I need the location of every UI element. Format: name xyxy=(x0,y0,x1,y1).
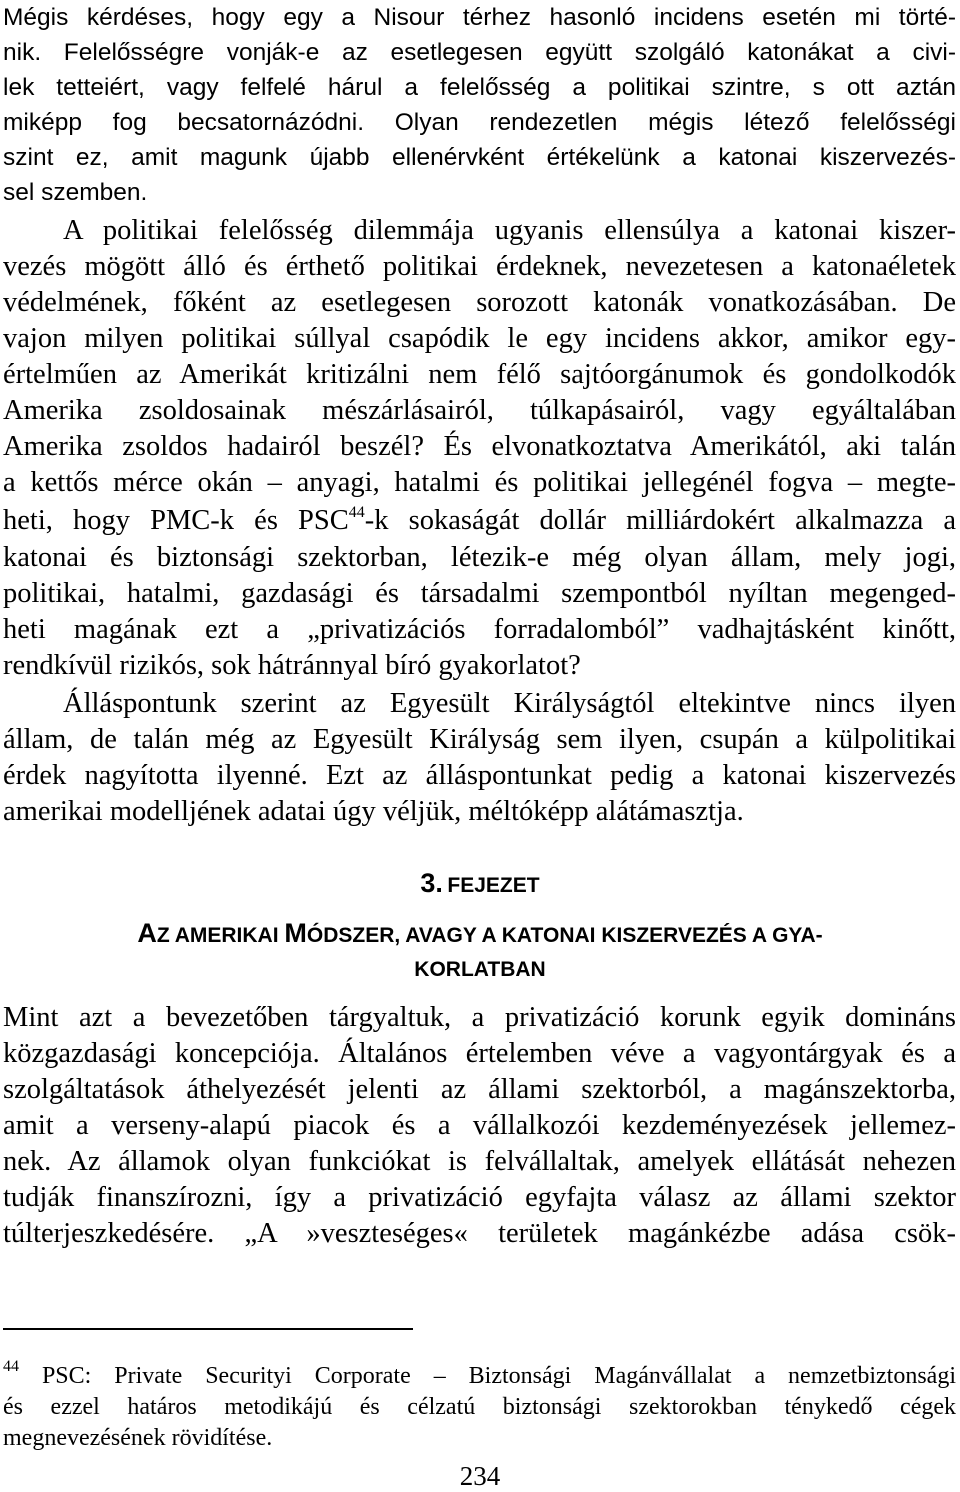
body-line: heti magának ezt a „privatizációs forradalomból” vadhajtásként kinőtt, xyxy=(3,614,956,645)
body-line: lek tetteiért, vagy felfelé hárul a felelősség a politikai szintre, s ott aztán xyxy=(3,74,956,101)
body-line: közgazdasági koncepciója. Általános értelemben véve a vagyontárgyak és a xyxy=(3,1038,956,1069)
body-line: Mégis kérdéses, hogy egy a Nisour térhez hasonló incidens esetén mi törté- xyxy=(3,4,956,31)
chapter-number-heading xyxy=(0,868,960,899)
body-line: katonai és biztonsági szektorban, létezik-e még olyan állam, mely jogi, xyxy=(3,542,956,573)
body-line: sel szemben. xyxy=(3,179,148,206)
body-line: miképp fog becsatornázódni. Olyan rendezetlen mégis létező felelősségi xyxy=(3,109,956,136)
body-line: vezés mögött álló és érthető politikai érdeknek, nevezetesen a katonaéletek xyxy=(3,251,956,282)
body-line: tudják finanszírozni, így a privatizáció egyfajta válasz az állami szektor xyxy=(3,1182,956,1213)
body-line: értelműen az Amerikát kritizálni nem félő sajtóorgánumok és gondolkodók xyxy=(3,359,956,390)
text-segment: heti, hogy PMC-k és PSC xyxy=(3,505,349,536)
body-line: politikai, hatalmi, gazdasági és társadalmi szempontból nyíltan megenged- xyxy=(3,578,956,609)
paragraph-first-line: Álláspontunk szerint az Egyesült Királyságtól eltekintve nincs ilyen xyxy=(63,688,956,719)
title-smallcaps: Z AMERIKAI xyxy=(156,924,285,947)
body-line: védelmének, főként az esetlegesen sorozott katonák vonatkozásában. De xyxy=(3,287,956,318)
title-smallcaps: ÓDSZER, AVAGY A KATONAI KISZERVEZÉS A GYA- xyxy=(306,924,823,947)
footnote-text: PSC: Private Securityi Corporate – Biztonsági Magánvállalat a nemzetbiztonsági xyxy=(41,1363,956,1389)
footnote-divider xyxy=(3,1328,413,1330)
title-initial: A xyxy=(137,918,157,948)
body-line: Amerika zsoldos hadairól beszél? És elvonatkoztatva Amerikától, aki talán xyxy=(3,431,956,462)
footnote-reference: 44 xyxy=(348,504,365,521)
body-line: túlterjeszkedésére. „A »veszteséges« területek magánkézbe adása csök- xyxy=(3,1218,956,1249)
body-line: amit a verseny-alapú piacok és a vállalkozói kezdeményezések jellemez- xyxy=(3,1110,956,1141)
body-line: állam, de talán még az Egyesült Királyság sem ilyen, csupán a külpolitikai xyxy=(3,724,956,755)
body-line: Amerika zsoldosainak mészárlásairól, túlkapásairól, vagy egyáltalában xyxy=(3,395,956,426)
footnote-marker: 44 xyxy=(3,1358,19,1375)
body-line: Mint azt a bevezetőben tárgyaltuk, a privatizáció korunk egyik domináns xyxy=(3,1002,956,1033)
chapter-number: 3. xyxy=(420,868,443,898)
body-line: rendkívül rizikós, sok hátránnyal bíró gyakorlatot? xyxy=(3,650,581,681)
page-number: 234 xyxy=(459,1461,501,1491)
body-line: vajon milyen politikai súllyal csapódik le egy incidens akkor, amikor egy- xyxy=(3,323,956,354)
body-line: nek. Az államok olyan funkciókat is felvállaltak, amelyek ellátását nehezen xyxy=(3,1146,956,1177)
title-initial: M xyxy=(284,918,307,948)
chapter-title-line xyxy=(0,958,960,982)
title-smallcaps: KORLATBAN xyxy=(414,958,546,981)
chapter-title-line xyxy=(0,918,960,949)
chapter-label: FEJEZET xyxy=(447,874,540,897)
footnote-line: megnevezésének rövidítése. xyxy=(3,1425,273,1451)
body-line: nik. Felelősségre vonják-e az esetlegesen együtt szolgáló katonákat a civi- xyxy=(3,39,956,66)
body-line: szint ez, amit magunk újabb ellenérvként értékelünk a katonai kiszervezés- xyxy=(3,144,956,171)
body-line: szolgáltatások áthelyezését jelenti az állami szektorból, a magánszektorba, xyxy=(3,1074,956,1105)
text-segment: -k sokaságát dollár milliárdokért alkalmazza a xyxy=(364,505,956,536)
footnote-line: és ezzel határos metodikájú és célzatú biztonsági szektorokban ténykedő cégek xyxy=(3,1394,956,1420)
body-line: amerikai modelljének adatai úgy véljük, méltóképp alátámasztja. xyxy=(3,796,744,827)
paragraph-first-line: A politikai felelősség dilemmája ugyanis ellensúlya a katonai kiszer- xyxy=(63,215,956,246)
body-line: érdek nagyította ilyenné. Ezt az álláspontunkat pedig a katonai kiszervezés xyxy=(3,760,956,791)
body-line: a kettős mérce okán – anyagi, hatalmi és politikai jellegénél fogva – megte- xyxy=(3,467,956,498)
body-line-with-footnote xyxy=(3,503,956,539)
